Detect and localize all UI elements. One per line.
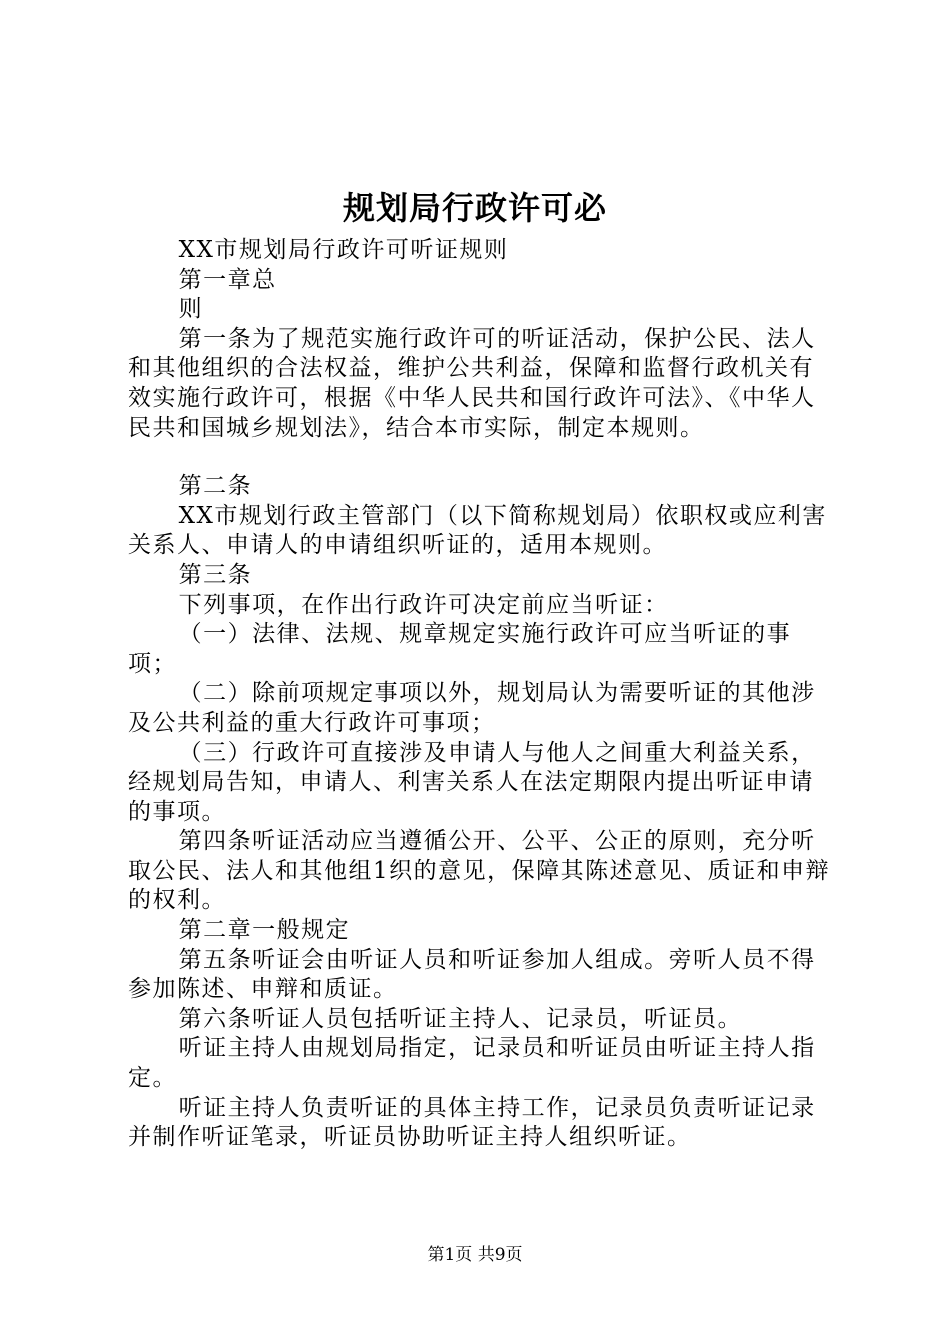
paragraph-article-5: 第五条听证会由听证人员和听证参加人组成。旁听人员不得参加陈述、申辩和质证。 — [128, 946, 816, 1003]
paragraph-article-3-item-3: （三）行政许可直接涉及申请人与他人之间重大利益关系，经规划局告知，申请人、利害关系人在法定期限内提出听证申请的事项。 — [128, 739, 816, 825]
document-title: 规划局行政许可必 — [342, 189, 607, 227]
paragraph-chapter-two-heading: 第二章一般规定 — [178, 917, 351, 944]
document-body — [128, 236, 836, 1153]
paragraph-article-6-duties: 听证主持人负责听证的具体主持工作，记录员负责听证记录并制作听证笔录，听证员协助听证主持人组织听证。 — [128, 1094, 816, 1151]
paragraph-chapter-one-heading-cont: 则 — [178, 296, 204, 323]
paragraph-article-3-item-2: （二）除前项规定事项以外，规划局认为需要听证的其他涉及公共利益的重大行政许可事项； — [128, 680, 816, 736]
page-footer: 第1页 共9页 — [427, 1245, 523, 1265]
paragraph-article-2-heading: 第二条 — [178, 473, 253, 500]
paragraph-article-3-intro: 下列事项，在作出行政许可决定前应当听证： — [178, 591, 669, 618]
paragraph-article-3-item-1: （一）法律、法规、规章规定实施行政许可应当听证的事项； — [128, 621, 792, 677]
paragraph-article-4: 第四条听证活动应当遵循公开、公平、公正的原则，充分听取公民、法人和其他组1织的意见，保障其陈述意见、质证和申辩的权利。 — [128, 828, 831, 914]
paragraph-rules-name: XX市规划局行政许可听证规则 — [178, 237, 509, 263]
paragraph-article-2-body: XX市规划行政主管部门（以下简称规划局）依职权或应利害关系人、申请人的申请组织听证的，适用本规则。 — [128, 502, 827, 559]
paragraph-article-1: 第一条为了规范实施行政许可的听证活动，保护公民、法人和其他组织的合法权益，维护公共利益，保障和监督行政机关有效实施行政许可，根据《中华人民共和国行政许可法》、《中华人民共和国城乡规划法》，结合本市实际，制定本规则。 — [128, 325, 816, 441]
paragraph-chapter-one-heading: 第一章总 — [178, 266, 277, 293]
paragraph-article-3-heading: 第三条 — [178, 561, 253, 588]
paragraph-article-6-host: 听证主持人由规划局指定，记录员和听证员由听证主持人指定。 — [128, 1035, 816, 1092]
paragraph-article-6: 第六条听证人员包括听证主持人、记录员，听证员。 — [178, 1005, 743, 1032]
